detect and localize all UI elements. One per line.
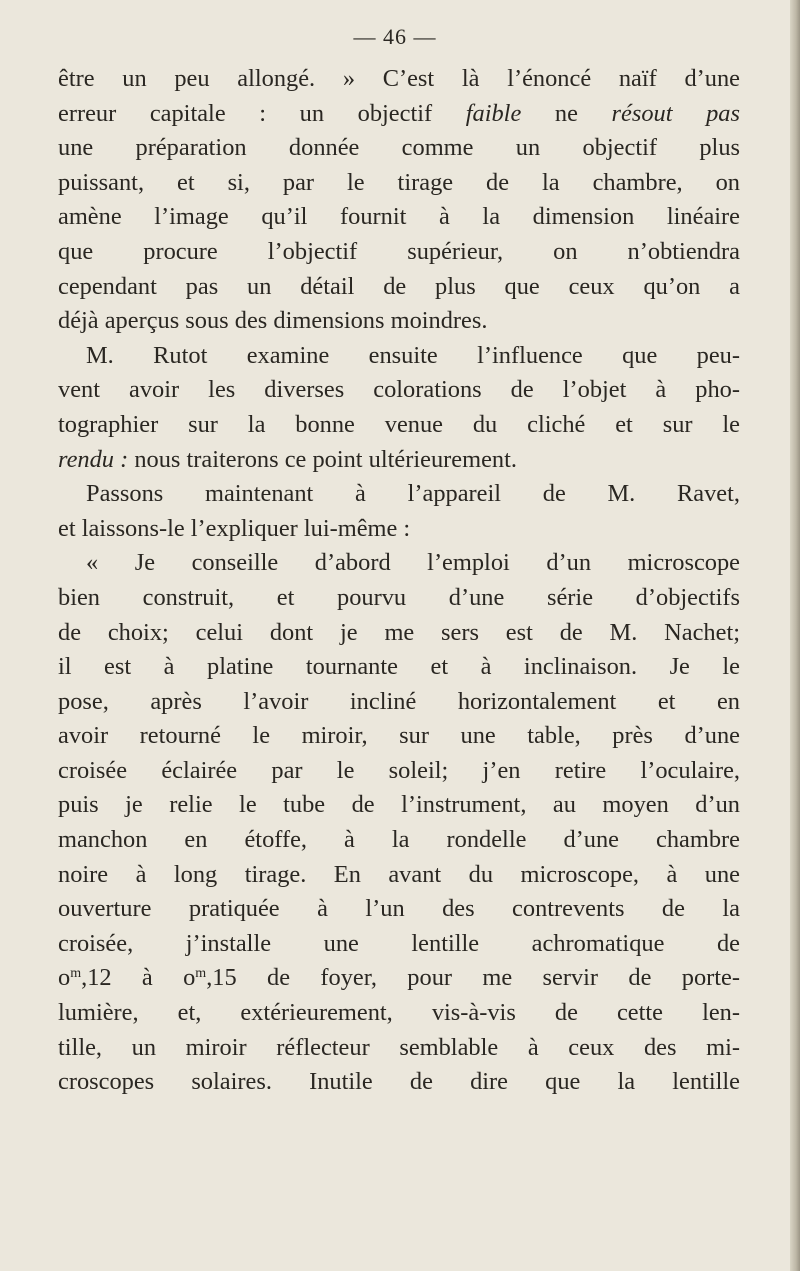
text-segment: être un peu allongé. » C’est là l’énoncé naïf d’une (58, 65, 740, 92)
italic-text: faible (465, 99, 522, 127)
text-line (58, 477, 740, 512)
text-line (58, 650, 740, 685)
text-line (58, 581, 740, 616)
text-segment: « Je conseille d’abord l’emploi d’un microscope (86, 549, 740, 577)
text-segment: o (58, 964, 71, 992)
text-segment: puis je relie le tube de l’instrument, au moyen d’un (58, 791, 740, 819)
text-segment: croisée éclairée par le soleil; j’en retire l’oculaire, (58, 756, 740, 784)
text-line (58, 200, 740, 235)
text-line (58, 892, 740, 927)
text-line (58, 304, 740, 339)
text-line (58, 788, 740, 823)
text-segment: et laissons-le l’expliquer lui-même : (58, 514, 411, 542)
text-line (58, 512, 740, 547)
text-segment: tille, un miroir réflecteur semblable à ceux des mi- (58, 1033, 740, 1061)
text-segment: Passons maintenant à l’appareil de M. Ravet, (86, 480, 740, 508)
text-line (58, 546, 740, 581)
page-number: — 46 — (353, 24, 437, 49)
text-segment: erreur capitale : un objectif (58, 99, 466, 127)
text-segment: déjà aperçus sous des dimensions moindres. (58, 307, 488, 335)
text-segment: nous traiterons ce point ultérieurement. (128, 445, 517, 473)
text-line (58, 961, 740, 996)
text-segment: il est à platine tournante et à inclinaison. Je le (58, 653, 740, 681)
text-segment: ne (521, 99, 612, 127)
text-segment: bien construit, et pourvu d’une série d’objectifs (58, 583, 740, 611)
text-line (58, 270, 740, 305)
text-segment: noire à long tirage. En avant du microscope, à une (58, 860, 740, 888)
italic-text: rendu : (58, 445, 129, 473)
text-segment: vent avoir les diverses colorations de l’objet à pho- (58, 376, 740, 404)
text-segment: amène l’image qu’il fournit à la dimension linéaire (58, 203, 740, 231)
text-line (58, 62, 740, 97)
text-segment: avoir retourné le miroir, sur une table, près d’une (58, 722, 740, 750)
text-segment: ,15 de foyer, pour me servir de porte- (206, 964, 740, 992)
text-segment: ouverture pratiquée à l’un des contrevents de la (58, 895, 740, 923)
text-segment: tographier sur la bonne venue du cliché et sur le (58, 410, 740, 438)
text-line (58, 996, 740, 1031)
text-segment: pose, après l’avoir incliné horizontalement et en (58, 687, 740, 715)
page-binding-edge (790, 0, 800, 1271)
text-line (58, 235, 740, 270)
text-line (58, 1031, 740, 1066)
text-segment: croscopes solaires. Inutile de dire que la lentille (58, 1068, 740, 1096)
text-segment: manchon en étoffe, à la rondelle d’une chambre (58, 826, 740, 854)
text-line (58, 858, 740, 893)
text-segment: que procure l’objectif supérieur, on n’obtiendra (58, 237, 740, 265)
text-segment: de choix; celui dont je me sers est de M. Nachet; (58, 618, 740, 646)
text-line (58, 719, 740, 754)
text-segment: une préparation donnée comme un objectif plus (58, 134, 740, 162)
text-segment: ,12 à o (81, 964, 196, 992)
text-segment: cependant pas un détail de plus que ceux qu’on a (58, 272, 740, 300)
text-line (58, 166, 740, 201)
text-line (58, 408, 740, 443)
italic-text: résout pas (611, 99, 740, 127)
body-text (58, 62, 740, 1100)
text-line (58, 616, 740, 651)
text-segment: lumière, et, extérieurement, vis-à-vis de cette len- (58, 999, 740, 1027)
text-line (58, 97, 740, 132)
text-line (58, 823, 740, 858)
text-line (58, 339, 740, 374)
text-line (58, 1065, 740, 1100)
text-segment: croisée, j’installe une lentille achromatique de (58, 929, 740, 957)
superscript-unit: m (195, 966, 207, 982)
text-line (58, 754, 740, 789)
text-line (58, 373, 740, 408)
text-line (58, 443, 740, 478)
text-segment: M. Rutot examine ensuite l’influence que peu- (86, 341, 740, 369)
superscript-unit: m (70, 966, 82, 982)
text-line (58, 131, 740, 166)
text-segment: puissant, et si, par le tirage de la chambre, on (58, 168, 740, 196)
text-line (58, 685, 740, 720)
text-line (58, 927, 740, 962)
